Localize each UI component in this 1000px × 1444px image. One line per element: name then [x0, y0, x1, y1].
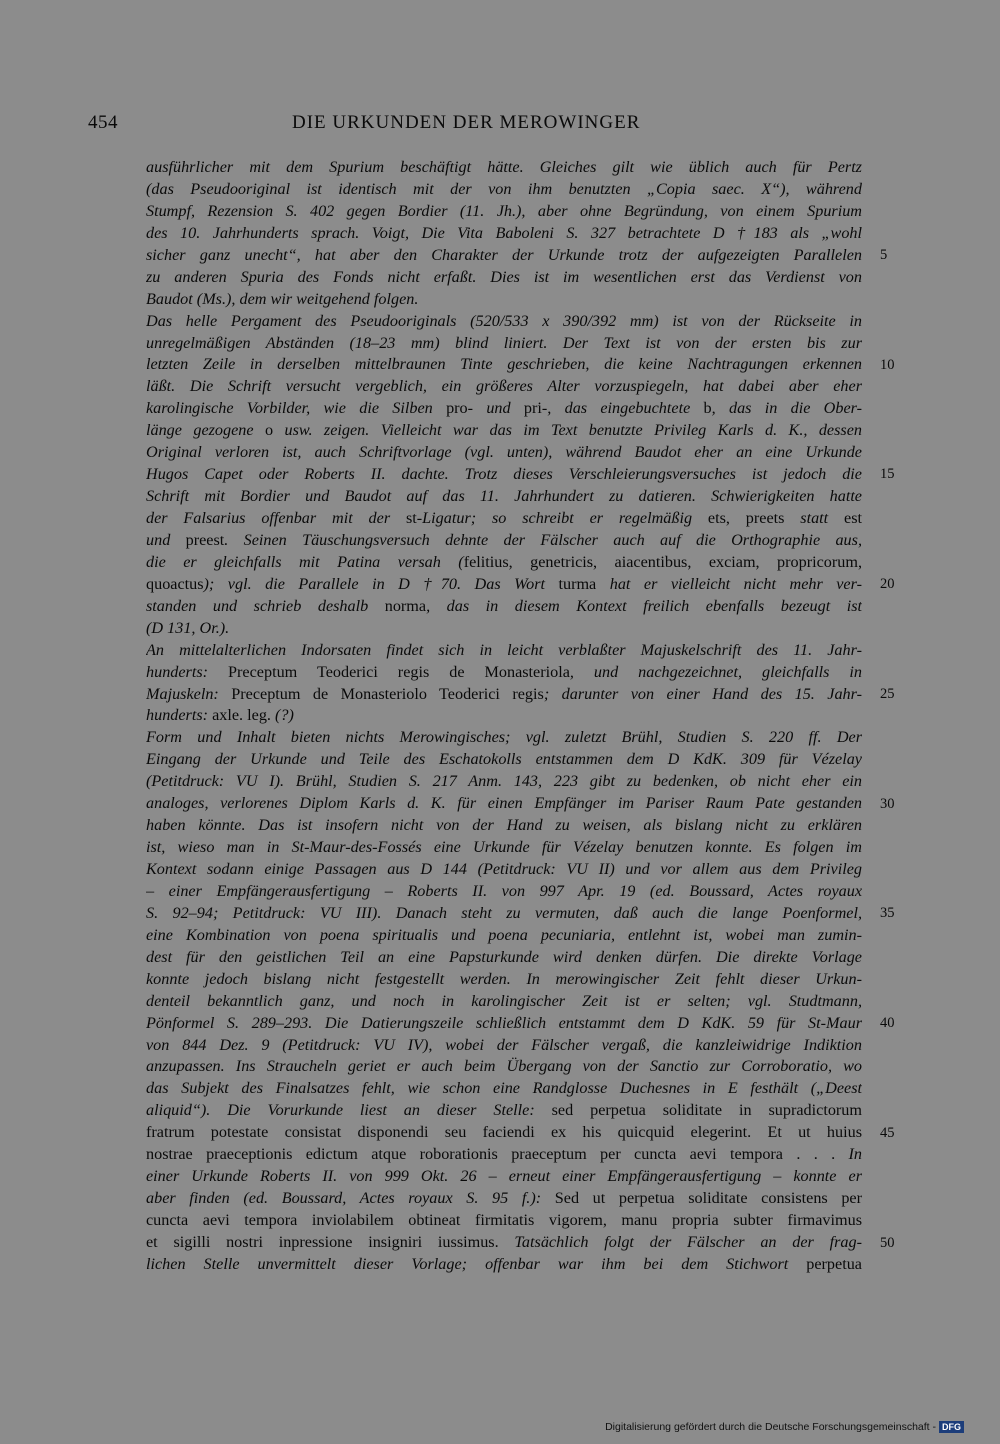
- text-segment: Eingang der Urkunde und Teile des Eschatokolls entstammen dem D KdK. 309 für Vézelay: [146, 750, 862, 769]
- text-segment: statt: [784, 509, 845, 527]
- text-segment: hunderts:: [146, 662, 229, 681]
- text-line: [146, 1210, 862, 1232]
- text-line: [146, 398, 862, 420]
- text-line: [146, 464, 862, 486]
- text-segment: , das in die Ober-: [711, 399, 862, 418]
- text-line: [146, 903, 862, 925]
- text-segment: hunderts:: [146, 706, 213, 725]
- text-segment: Baudot (Ms.), dem wir weitgehend folgen.: [146, 289, 419, 308]
- text-segment: Preceptum de Monasteriolo Teoderici regis: [231, 684, 544, 703]
- text-line: [146, 179, 862, 201]
- text-segment: ets, preets: [707, 509, 785, 527]
- text-line: [146, 1254, 862, 1276]
- line-number: 25: [880, 685, 895, 702]
- text-line: [146, 881, 862, 903]
- text-line: [146, 1078, 862, 1100]
- text-segment: In: [848, 1145, 862, 1164]
- text-segment: , und nachgezeichnet, gleichfalls in: [569, 662, 862, 681]
- text-line: [146, 486, 862, 508]
- text-line: [146, 1122, 862, 1144]
- text-segment: b: [703, 399, 712, 418]
- text-line: [146, 1144, 862, 1166]
- text-line: [146, 530, 862, 552]
- text-line: [146, 157, 862, 179]
- text-segment: ; darunter von einer Hand des 15. Jahr-: [543, 684, 862, 703]
- text-segment: , das eingebuchtete: [547, 399, 704, 418]
- text-segment: st: [405, 509, 417, 527]
- text-line: [146, 442, 862, 464]
- text-line: [146, 245, 862, 267]
- text-line: [146, 815, 862, 837]
- text-line: [146, 793, 862, 815]
- text-segment: ausführlicher mit dem Spurium beschäftigt hätte. Gleiches gilt wie üblich auch für Pertz: [146, 158, 862, 176]
- text-line: [146, 969, 862, 991]
- text-segment: analoges, verlorenes Diplom Karls d. K. für einen Empfänger im Pariser Raum Pate gestanden: [146, 794, 862, 813]
- text-segment: ); vgl. die Parallele in D †70. Das Wort: [203, 574, 559, 593]
- text-segment: cuncta aevi tempora inviolabilem obtineat firmitatis vigorem, manu propria subter firmavimus: [146, 1211, 862, 1229]
- text-segment: und: [146, 530, 186, 549]
- text-line: [146, 684, 862, 706]
- line-number: 5: [880, 246, 888, 263]
- text-segment: (?): [270, 706, 294, 725]
- text-segment: Sed ut perpetua soliditate consistens per: [554, 1189, 862, 1208]
- line-number: 45: [880, 1124, 895, 1141]
- text-segment: axle. leg.: [212, 706, 271, 725]
- text-segment: An mittelalterlichen Indorsaten findet sich in leicht verblaßter Majuskelschrift des 11. Jahr-: [146, 640, 862, 659]
- footer: [605, 1421, 964, 1433]
- text-line: [146, 289, 862, 311]
- text-segment: – einer Empfängerausfertigung – Roberts II. von 997 Apr. 19 (ed. Boussard, Actes royaux: [146, 881, 862, 900]
- text-segment: konnte jedoch bislang nicht festgestellt werden. In merowingischer Zeit fehlt dieser Urkun-: [146, 969, 862, 988]
- text-line: [146, 771, 862, 793]
- text-line: [146, 596, 862, 618]
- text-segment: Stumpf, Rezension S. 402 gegen Bordier (11. Jh.), aber ohne Begründung, von einem Spurium: [146, 201, 862, 220]
- text-line: [146, 640, 862, 662]
- text-segment: o: [264, 421, 274, 440]
- text-line: [146, 749, 862, 771]
- text-line: [146, 267, 862, 289]
- dfg-logo: DFG: [939, 1421, 964, 1433]
- text-line: [146, 925, 862, 947]
- text-segment: einer Urkunde Roberts II. von 999 Okt. 26 – erneut einer Empfängerausfertigung – konnte er: [146, 1167, 862, 1186]
- text-segment: sicher ganz unecht“, hat aber den Charakter der Urkunde trotz der aufgezeigten Parallelen: [146, 245, 862, 264]
- text-segment: Majuskeln:: [146, 684, 232, 703]
- text-segment: und: [473, 399, 524, 418]
- line-number: 15: [880, 466, 895, 483]
- text-segment: läßt. Die Schrift versucht vergeblich, ein größeres Alter vorzuspiegeln, hat dabei aber eher: [146, 377, 862, 396]
- text-segment: das Subjekt des Finalsatzes fehlt, wie schon eine Randglosse Duchesnes in E festhält („Deest: [146, 1079, 862, 1098]
- text-line: [146, 662, 862, 684]
- line-number: 35: [880, 905, 895, 922]
- text-segment: unregelmäßigen Abständen (18–23 mm) blind liniert. Der Text ist von der ersten bis zur: [146, 333, 862, 352]
- text-line: [146, 618, 862, 640]
- line-number: 20: [880, 576, 895, 593]
- text-line: [146, 1056, 862, 1078]
- text-segment: Preceptum Teoderici regis de Monasteriola: [228, 662, 570, 681]
- text-segment: Kontext sodann einige Passagen aus D 144 (Petitdruck: VU II) und vor allem aus dem Privileg: [146, 860, 862, 878]
- text-line: [146, 223, 862, 245]
- text-segment: Pönformel S. 289–293. Die Datierungszeile schließlich entstammt dem D KdK. 59 für St-Maur: [146, 1013, 862, 1032]
- text-segment: anzupassen. Ins Straucheln geriet er auch beim Übergang von der Sanctio zur Corroboratio, wo: [146, 1057, 862, 1076]
- text-segment: -Ligatur; so schreibt er regelmäßig: [416, 509, 708, 527]
- text-segment: turma: [558, 574, 597, 593]
- line-number: 30: [880, 795, 895, 812]
- text-segment: est: [844, 509, 862, 527]
- text-segment: pro-: [446, 399, 474, 418]
- text-line: [146, 705, 862, 727]
- text-line: [146, 574, 862, 596]
- text-line: [146, 1035, 862, 1057]
- text-segment: aber finden (ed. Boussard, Actes royaux S. 95 f.):: [146, 1189, 555, 1208]
- text-segment: des 10. Jahrhunderts sprach. Voigt, Die Vita Baboleni S. 327 betrachtete D †183 als „wohl: [146, 223, 862, 242]
- text-line: [146, 508, 862, 530]
- line-number: 40: [880, 1015, 895, 1032]
- text-segment: eine Kombination von poena spiritualis und poena pecuniaria, entlehnt ist, wobei man zumin-: [146, 925, 862, 944]
- text-line: [146, 201, 862, 223]
- text-line: [146, 991, 862, 1013]
- page-number: 454: [88, 112, 118, 133]
- text-segment: der Falsarius offenbar mit der: [146, 509, 406, 527]
- text-segment: felitius, genetricis, aiacentibus, exciam, propricorum,: [463, 552, 862, 571]
- text-segment: von 844 Dez. 9 (Petitdruck: VU IV), wobei der Fälscher vergaß, die kanzleiwidrige Indiktion: [146, 1035, 862, 1054]
- text-segment: Schrift mit Bordier und Baudot auf das 11. Jahrhundert zu datieren. Schwierigkeiten hatte: [146, 487, 862, 506]
- text-segment: haben könnte. Das ist insofern nicht von der Hand zu weisen, als bislang nicht zu erklären: [146, 816, 862, 835]
- text-line: [146, 1188, 862, 1210]
- text-segment: dest für den geistlichen Teil an eine Papsturkunde wird denken dürfen. Die direkte Vorlage: [146, 947, 862, 966]
- text-segment: (das Pseudooriginal ist identisch mit der von ihm benutzten „Copia saec. X“), während: [146, 179, 862, 198]
- text-line: [146, 354, 862, 376]
- line-number: 10: [880, 356, 895, 373]
- text-segment: S. 92–94; Petitdruck: VU III). Danach steht zu vermuten, daß auch die lange Poenformel,: [146, 903, 862, 922]
- text-segment: karolingische Vorbilder, wie die Silben: [146, 399, 447, 418]
- text-segment: standen und schrieb deshalb: [146, 596, 385, 615]
- text-segment: zu anderen Spuria des Fonds nicht erfaßt. Dies ist im wesentlichen erst das Verdienst von: [146, 267, 862, 286]
- text-line: [146, 376, 862, 398]
- text-line: [146, 837, 862, 859]
- text-line: [146, 727, 862, 749]
- text-segment: (D 131, Or.).: [146, 618, 230, 637]
- text-segment: letzten Zeile in derselben mittelbraunen Tinte geschrieben, die keine Nachtragungen erkennen: [146, 355, 862, 374]
- text-segment: norma: [384, 596, 427, 615]
- text-segment: aliquid“). Die Vorurkunde liest an dieser Stelle:: [146, 1101, 552, 1120]
- text-segment: . Seinen Täuschungsversuch dehnte der Fälscher auch auf die Orthographie aus,: [224, 530, 862, 549]
- footer-credit: Digitalisierung gefördert durch die Deutsche Forschungsgemeinschaft -: [605, 1421, 936, 1433]
- text-line: [146, 552, 862, 574]
- running-title: DIE URKUNDEN DER MEROWINGER: [292, 112, 641, 133]
- text-segment: Hugos Capet oder Roberts II. dachte. Trotz dieses Verschleierungsversuches ist jedoch die: [146, 465, 862, 484]
- text-segment: hat er vielleicht nicht mehr ver-: [596, 574, 862, 593]
- line-number: 50: [880, 1234, 895, 1251]
- text-segment: lichen Stelle unvermittelt dieser Vorlage; offenbar war ihm bei dem Stichwort: [146, 1254, 807, 1273]
- text-segment: sed perpetua soliditate in supradictorum: [551, 1101, 862, 1120]
- text-segment: nostrae praeceptionis edictum atque roborationis praeceptum per cuncta aevi tempora . . .: [146, 1145, 849, 1164]
- text-segment: fratrum potestate consistat disponendi seu faciendi ex his quicquid elegerint. Et ut huius: [146, 1123, 862, 1142]
- text-line: [146, 947, 862, 969]
- text-line: [146, 420, 862, 442]
- text-segment: , das in diesem Kontext freilich ebenfalls bezeugt ist: [426, 596, 862, 615]
- text-segment: et sigilli nostri inpressione insigniri iussimus.: [146, 1232, 515, 1251]
- text-segment: Das helle Pergament des Pseudooriginals (520/533 x 390/392 mm) ist von der Rückseite in: [146, 311, 862, 330]
- text-segment: Original verloren ist, auch Schriftvorlage (vgl. unten), während Baudot eher an eine Urkunde: [146, 443, 862, 462]
- text-segment: pri-: [523, 399, 548, 418]
- text-segment: Form und Inhalt bieten nichts Merowingisches; vgl. zuletzt Brühl, Studien S. 220 ff. Der: [146, 728, 862, 747]
- body-text: [146, 157, 862, 1276]
- text-segment: (Petitdruck: VU I). Brühl, Studien S. 217 Anm. 143, 223 gibt zu bedenken, ob nicht eher ein: [146, 772, 862, 791]
- text-line: [146, 1166, 862, 1188]
- text-line: [146, 333, 862, 355]
- text-segment: perpetua: [806, 1254, 862, 1273]
- text-segment: denteil bekanntlich ganz, und noch in karolingischer Zeit ist er selten; vgl. Studtmann,: [146, 991, 862, 1010]
- text-line: [146, 859, 862, 881]
- text-segment: quoactus: [146, 574, 204, 593]
- text-segment: länge gezogene: [146, 421, 265, 440]
- text-line: [146, 1013, 862, 1035]
- text-segment: preest: [185, 530, 225, 549]
- text-segment: die er gleichfalls mit Patina versah (: [146, 552, 464, 571]
- text-line: [146, 1100, 862, 1122]
- text-segment: ist, wieso man in St-Maur-des-Fossés eine Urkunde für Vézelay benutzen konnte. Es folgen im: [146, 838, 862, 857]
- text-segment: Tatsächlich folgt der Fälscher an der frag-: [514, 1232, 862, 1251]
- text-line: [146, 311, 862, 333]
- text-segment: usw. zeigen. Vielleicht war das im Text benutzte Privileg Karls d. K., dessen: [273, 421, 862, 440]
- text-line: [146, 1232, 862, 1254]
